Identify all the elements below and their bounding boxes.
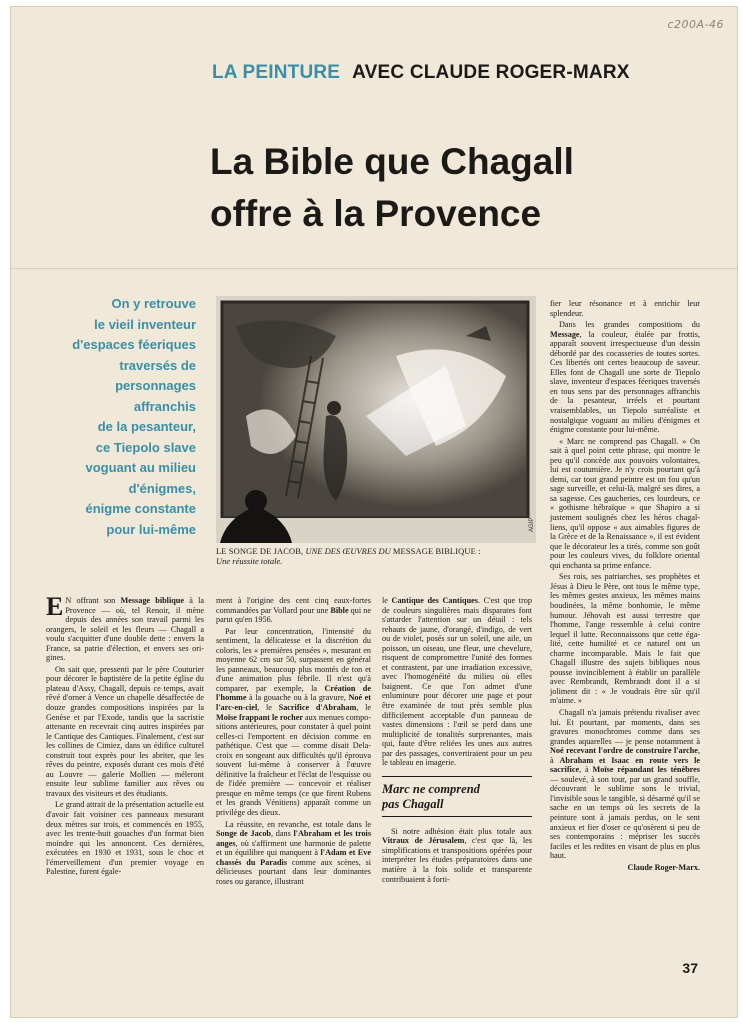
- caption-title: LE SONGE DE JACOB,: [216, 546, 306, 556]
- painting-illustration: [216, 296, 536, 543]
- pull-quote: [50, 294, 196, 540]
- author-signature: Claude Roger-Marx.: [627, 862, 700, 872]
- paragraph: Dans les grandes compositions du Message, la couleur, étalée par frottis, apparaît souvent irrespectueuse d'un dessin débordé par des cocasseries de toutes sortes. Ces libertés ont certes beaucoup de saveur. Elles font de Chagall une sorte de Tiepolo slave, inventeur d'espaces féeriques traversés en tous sens par des personnages affranchis de la pesanteur, irréels et pourtant vraisemblables, un Tiepolo surréaliste et nostalgique voguant au milieu d'énigmes et énigme constante pour lui-même.: [550, 320, 700, 435]
- pull-quote-line: d'énigmes,: [128, 480, 196, 496]
- paragraph: Par leur concentration, l'intensité du sentiment, la délicatesse et la discrétion du coloris, les « premières pensées », mesurant en moyenne 62 cm sur 50, surpassent en général les panneaux, beaucoup plus montés de ton et d'une animation plus fébrile. Il n'est qu'à comparer, par exemple, la Création de l'homme à la gouache ou à la gravure, Noé et l'arc-en-ciel, le Sacrifice d'Abraham, le Moïse frappant le rocher aux menues compositions antérieures, pour constater à quel point celles-ci l'emportent en décision comme en pathétique. C'est que — comme disait Delacroix en songeant aux difficultés qu'il éprouva souvent lui-même à conserver à l'œuvre définitive la fraîcheur et l'éclat de l'esquisse ou de l'idée première — concevoir et réaliser presque en même temps (ce que firent Rubens et les grands Vénitiens) apparaît comme un privilège des dieux.: [216, 626, 371, 818]
- drop-cap: E: [46, 592, 64, 621]
- paragraph: Chagall n'a jamais prétendu rivaliser avec lui. Et pourtant, par moments, dans ses gravures monochromes comme dans ses grandes aquarelles — je pense notamment à Noé recevant l'ordre de construire l'arche, à Abraham et Isaac en route vers le sacrifice, à Moïse répandant les ténèbres — soulevé, à son tour, par un grand souffle, découvrant le sublime sons le trivial, l'invisible sous le tangible, si désarmé qu'il se sache en un temps où les secrets de la peinture sont à jamais perdus, on le sent anxieux et fier d'oser ce qu'osèrent si peu de ses contemporains : mépriser les succès faciles et les redites en visant de plus en plus haut.: [550, 707, 700, 861]
- pull-quote-line: traversés de: [119, 357, 196, 373]
- paragraph: ment à l'origine des cent cinq eaux-fortes commandées par Vollard pour une Bible qui ne parut qu'en 1956.: [216, 596, 371, 625]
- subheading-line-2: pas Chagall: [382, 796, 444, 811]
- pull-quote-line: énigme constante: [85, 501, 196, 516]
- pull-quote-line: le vieil inventeur: [94, 316, 196, 332]
- headline-line-1: La Bible que Chagall: [210, 141, 574, 182]
- paragraph: fier leur résonance et à enrichir leur splendeur.: [550, 299, 700, 318]
- pull-quote-line: voguant au milieu: [85, 460, 196, 475]
- pull-quote-line: pour lui-même: [106, 521, 196, 537]
- section-category: LA PEINTURE: [212, 62, 341, 83]
- photo-credit: AGIP: [529, 517, 535, 532]
- caption-subtitle: Une réussite totale.: [216, 556, 283, 566]
- subheading-line-1: Marc ne comprend: [382, 781, 480, 796]
- article-column-4: [550, 299, 700, 874]
- section-author: AVEC CLAUDE ROGER-MARX: [352, 62, 630, 83]
- archive-reference: c200A-46: [667, 18, 724, 31]
- pull-quote-line: d'espaces féeriques: [72, 337, 196, 352]
- headline-line-2: offre à la Provence: [210, 193, 542, 234]
- paragraph: Ses rois, ses patriarches, ses prophètes et Jésus à Dieu le Père, ont tous le même type, les mêmes gestes anxieux, les mêmes mains boudinées, la même bonhomie, le même humour. Jéhovah est aussi terrestre que l'homme, l'ange ressemble à celui contre lequel il lutte. Reconnaissons que cette égalité, cette humilité et ce naturel ont un charme incomparable. Mais le fait que Chagall illustre des sujets bibliques nous pousse invinciblement à établir un parallèle avec Rembrandt, Rembrandt dont il a si joliment dit : « Je voudrais être sûr qu'il m'aime. »: [550, 572, 700, 706]
- article-column-1: [46, 592, 205, 879]
- article-column-2: [216, 596, 371, 888]
- paragraph: Le grand attrait de la présentation actuelle est d'avoir fait voisiner ces panneaux mesurant deux mètres sur trois, et commencés en 1955, avec les trente-huit gouaches d'un format bien moindre qui les annoncent. Ces dernières, exécutées en 1930 et 1931, sous le choc et l'émerveillement d'un premier voyage en Palestine, furent égale-: [46, 800, 204, 877]
- caption-italic: UNE DES ŒUVRES DU: [305, 546, 393, 556]
- page-fold: [10, 268, 738, 269]
- pull-quote-line: personnages: [115, 378, 196, 393]
- pull-quote-line: On y retrouve: [111, 296, 196, 311]
- painting-photo: [216, 296, 536, 543]
- paragraph: « Marc ne comprend pas Chagall. » On sait à quel point cette phrase, qui montre le peu qu'il concède aux pouvoirs volontaires, lui est coutumière. Je n'y crois pourtant qu'à demi, car tout grand peintre est un fou qu'un sage surveille, et celui-là, malgré ses dires, a sa sagesse. Ces gaucheries, ces lourdeurs, ce « gothisme hébraïque » que Shapiro a si justement soulignés chez les héros chagalliens, qu'il oppose « aux aimables figures de la Grèce et de la Renaissance », il est évident que le décorateur les a tirés, comme son goût pour les couleurs vives, du folklore oriental qui enchanta sa prime enfance.: [550, 436, 700, 570]
- paragraph: On sait que, pressenti par le père Couturier pour décorer le baptistère de la petite église du plateau d'Assy, Chagall, depuis ce temps, avait rêvé d'orner à Vence un chapelle désaffectée de douze grandes compositions inspirées par la Genèse et par l'Exode, tandis que la sacristie attenante en recevrait cinq autres inspirées par le Cantique des Cantiques. Finalement, c'est sur les collines de Cimiez, dans un édifice culturel construit tout exprès pour les abriter, que les rêves du peintre, exposés durant ces mois d'été au Louvre — galerie Mollien — méleront ensuite leur sublime familier aux rêves ou travaux des visiteurs et des étudiants.: [46, 664, 204, 798]
- paragraph: Si notre adhésion était plus totale aux Vitraux de Jérusalem, c'est que là, les simplifications et transpositions opérées pour interpréter les études préparatoires dans une matière à la fois solide et transparente contribuaient à forti-: [382, 826, 532, 884]
- section-kicker: [212, 62, 630, 84]
- article-headline: [210, 136, 690, 240]
- paragraph: La réussite, en revanche, est totale dans le Songe de Jacob, dans l'Abraham et les trois anges, où s'affirment une harmonie de palette et un équilibre qui manquent à l'Adam et Eve chassés du Paradis comme aux scènes, si délicieuses pourtant dans leur dominantes roses ou garance, illustrant: [216, 819, 372, 886]
- pull-quote-line: ce Tiepolo slave: [95, 439, 196, 455]
- paragraph: E N offrant son Message biblique à la Provence — où, tel Renoir, il mène depuis des années son travail parmi les orangers, le soleil et les fleurs — Chagall a voulu s'acquitter d'une double dette : envers la France, sa patrie d'élection, et envers ses origines.: [46, 592, 205, 663]
- photo-caption: [216, 546, 536, 566]
- page-number: 37: [682, 960, 698, 976]
- paragraph: le Cantique des Cantiques. C'est que trop de couleurs singulières mais disparates font s'attarder l'attention sur un détail : tels rehauts de jaune, d'orangé, d'indigo, de vert ou de violet, posés sur un soleil, une aile, un poisson, un oiseau, une fleur, une chevelure, risquent de compromettre l'unité des formes et contrastent, par une irradiation excessive, avec l'homogénéité du milieu où elles baignent. Ce que l'on admet d'une enluminure pour décorer une page et pour être examinée de tout près semble plus difficilement acceptable d'un panneau de vastes dimensions : l'œil se perd dans une multiplicité de tonalités surprenantes, mais qui, faute d'être reliées les unes aux autres par des passages, convertiraient pour un peu le tableau en imagerie.: [382, 596, 532, 768]
- caption-title-end: MESSAGE BIBLIQUE :: [392, 546, 481, 556]
- pull-quote-line: affranchis: [133, 398, 196, 414]
- magazine-page: [10, 6, 738, 1018]
- article-column-3: [382, 596, 532, 886]
- pull-quote-line: de la pesanteur,: [97, 419, 196, 434]
- subheading: [382, 776, 532, 817]
